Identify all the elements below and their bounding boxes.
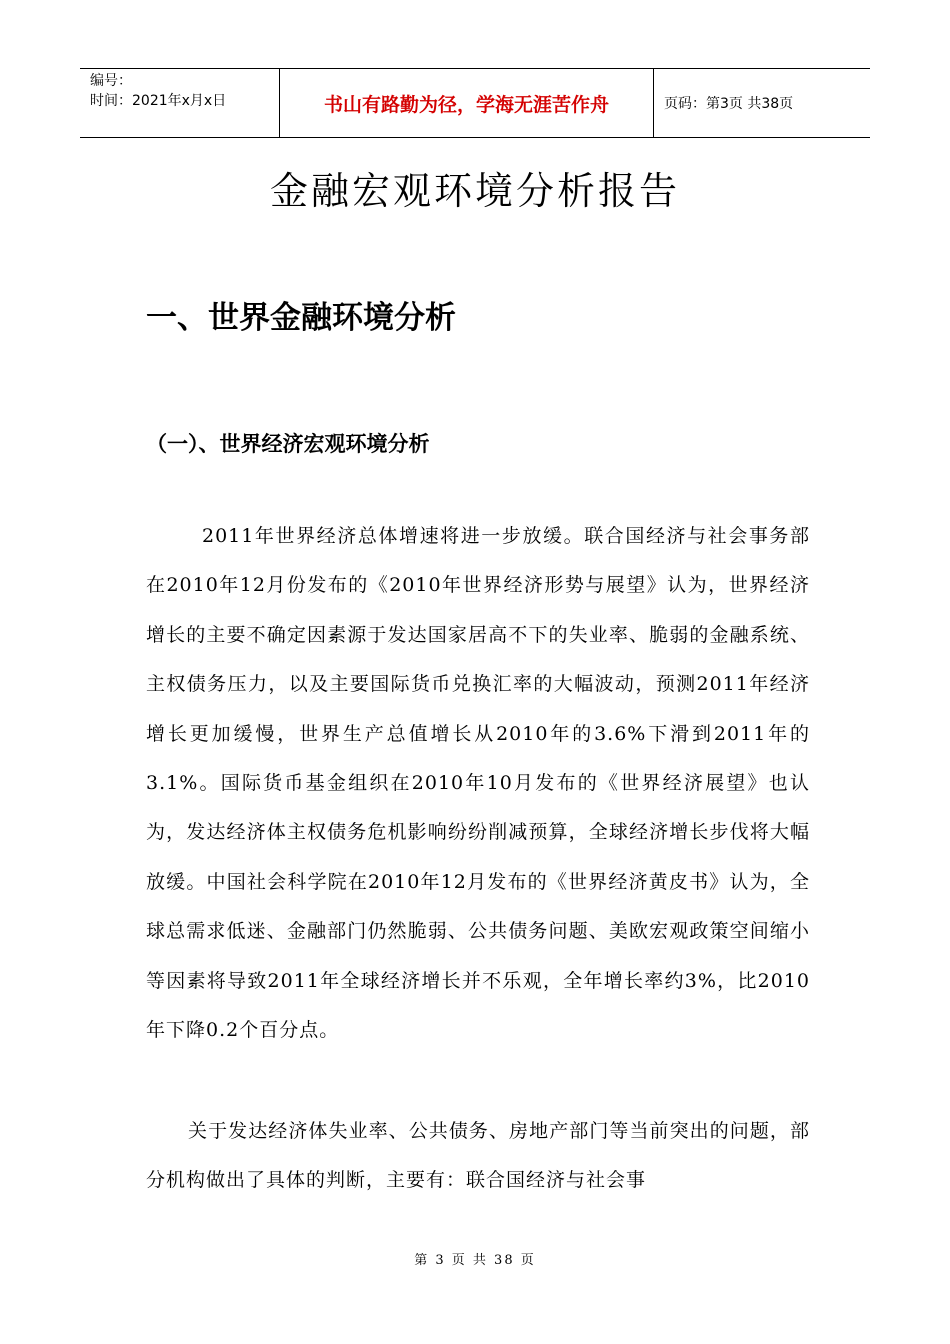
document-number-label: 编号： (90, 73, 132, 89)
document-date-label: 时间：2021年x月x日 (90, 93, 227, 109)
page-header (80, 68, 870, 138)
header-motto: 书山有路勤为径，学海无涯苦作舟 (323, 93, 609, 116)
document-title: 金融宏观环境分析报告 (269, 169, 680, 213)
header-motto-cell (280, 69, 654, 137)
header-meta-cell (80, 69, 280, 137)
section-heading: 一、世界金融环境分析 (146, 300, 456, 336)
header-page-info: 页码：第3页 共38页 (664, 96, 794, 112)
subsection-heading: （一）、世界经济宏观环境分析 (146, 432, 430, 456)
header-page-cell (654, 69, 870, 137)
page-footer: 第 3 页 共 38 页 (414, 1253, 536, 1268)
body-paragraph-2: 关于发达经济体失业率、公共债务、房地产部门等当前突出的问题，部分机构做出了具体的判断，主要有：联合国经济与社会事 (146, 1120, 810, 1192)
body-paragraph-1: 2011年世界经济总体增速将进一步放缓。联合国经济与社会事务部在2010年12月份发布的《2010年世界经济形势与展望》认为，世界经济增长的主要不确定因素源于发达国家居高不下的失业率、脆弱的金融系统、主权债务压力，以及主要国际货币兑换汇率的大幅波动，预测2011年经济增长更加缓慢，世界生产总值增长从2010年的3.6%下滑到2011年的3.1%。国际货币基金组织在2010年10月发布的《世界经济展望》也认为，发达经济体主权债务危机影响纷纷削减预算，全球经济增长步伐将大幅放缓。中国社会科学院在2010年12月发布的《世界经济黄皮书》认为，全球总需求低迷、金融部门仍然脆弱、公共债务问题、美欧宏观政策空间缩小等因素将导致2011年全球经济增长并不乐观，全年增长率约3%，比2010年下降0.2个百分点。 (146, 525, 810, 1042)
